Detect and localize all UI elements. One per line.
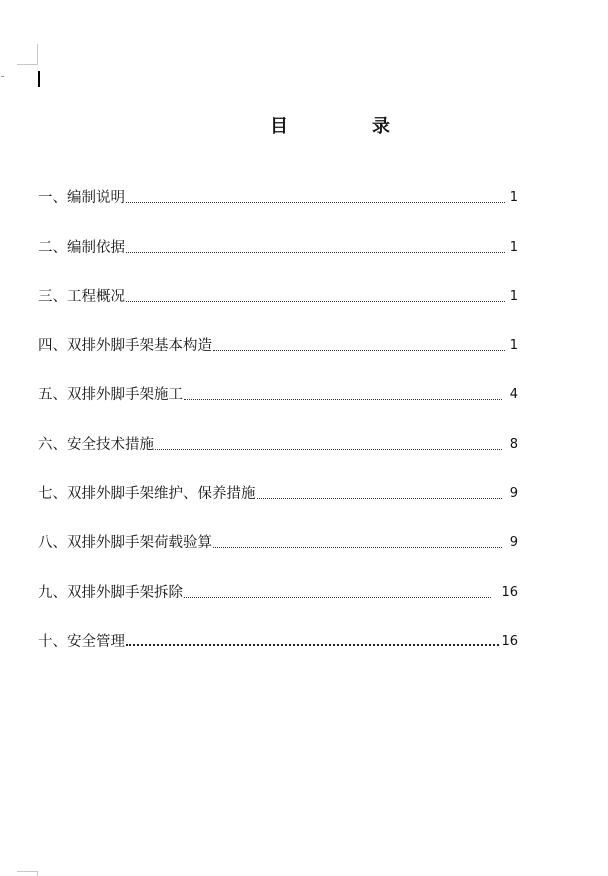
toc-leader-dots bbox=[126, 644, 499, 646]
toc-title bbox=[270, 113, 390, 137]
corner-crop-mark-top bbox=[17, 64, 38, 65]
toc-entry-label: 三、工程概况 bbox=[38, 288, 125, 305]
toc-leader-dots bbox=[155, 449, 502, 450]
corner-crop-mark-bottom bbox=[17, 871, 38, 872]
toc-entry[interactable] bbox=[38, 307, 518, 356]
toc-title-left: 目 bbox=[270, 116, 288, 137]
table-of-contents bbox=[38, 159, 518, 652]
toc-entry-page: 1 bbox=[509, 338, 518, 354]
toc-entry-page: 8 bbox=[509, 436, 518, 452]
toc-entry[interactable] bbox=[38, 159, 518, 208]
toc-entry-label: 六、安全技术措施 bbox=[38, 436, 154, 453]
toc-entry-page: 9 bbox=[509, 535, 518, 551]
toc-leader-dots bbox=[184, 597, 491, 598]
margin-tick bbox=[1, 76, 4, 77]
toc-entry-page: 16 bbox=[501, 584, 518, 600]
toc-entry[interactable] bbox=[38, 258, 518, 307]
toc-entry-page: 16 bbox=[501, 633, 518, 649]
toc-entry-label: 九、双排外脚手架拆除 bbox=[38, 584, 183, 601]
toc-entry-label: 七、双排外脚手架维护、保养措施 bbox=[38, 486, 256, 503]
toc-entry-label: 四、双排外脚手架基本构造 bbox=[38, 338, 212, 355]
toc-leader-dots bbox=[126, 301, 505, 302]
toc-entry[interactable] bbox=[38, 356, 518, 405]
toc-entry[interactable] bbox=[38, 405, 518, 454]
toc-entry[interactable] bbox=[38, 455, 518, 504]
toc-leader-dots bbox=[257, 498, 502, 499]
toc-entry-label: 八、双排外脚手架荷载验算 bbox=[38, 535, 212, 552]
toc-entry-page: 1 bbox=[509, 190, 518, 206]
toc-leader-dots bbox=[126, 202, 505, 203]
toc-entry-label: 五、双排外脚手架施工 bbox=[38, 387, 183, 404]
toc-entry-label: 十、安全管理 bbox=[38, 633, 125, 650]
toc-entry-label: 一、编制说明 bbox=[38, 190, 125, 207]
corner-crop-mark-top bbox=[37, 44, 38, 65]
toc-leader-dots bbox=[213, 547, 502, 548]
toc-leader-dots bbox=[213, 350, 505, 351]
toc-entry[interactable] bbox=[38, 603, 518, 652]
toc-entry[interactable] bbox=[38, 504, 518, 553]
toc-title-right: 录 bbox=[372, 116, 390, 137]
toc-entry[interactable] bbox=[38, 553, 518, 602]
toc-entry-label: 二、编制依据 bbox=[38, 239, 125, 256]
corner-crop-mark-bottom bbox=[37, 871, 38, 876]
toc-leader-dots bbox=[126, 252, 505, 253]
text-cursor bbox=[38, 71, 40, 87]
toc-entry-page: 9 bbox=[509, 486, 518, 502]
toc-leader-dots bbox=[184, 399, 502, 400]
toc-entry-page: 1 bbox=[509, 288, 518, 304]
toc-entry-page: 1 bbox=[509, 239, 518, 255]
toc-entry-page: 4 bbox=[509, 387, 518, 403]
toc-entry[interactable] bbox=[38, 208, 518, 257]
